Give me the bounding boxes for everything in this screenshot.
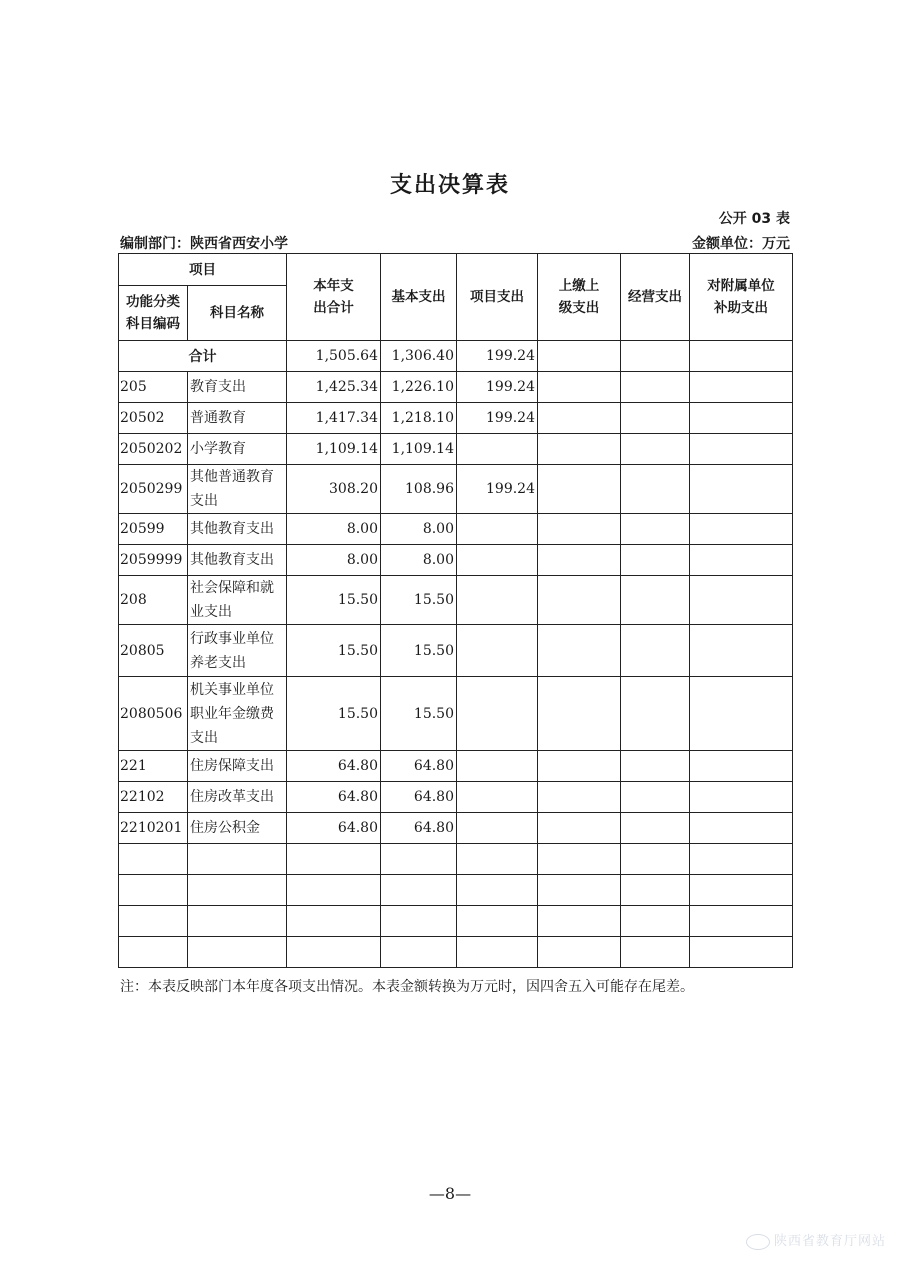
table-row bbox=[119, 545, 793, 576]
upper-cell bbox=[538, 514, 621, 545]
basic-cell: 64.80 bbox=[381, 751, 457, 782]
basic-cell: 8.00 bbox=[381, 514, 457, 545]
name-cell bbox=[188, 937, 287, 968]
name-cell bbox=[188, 844, 287, 875]
table-row bbox=[119, 514, 793, 545]
project-cell: 199.24 bbox=[457, 465, 538, 514]
basic-cell: 15.50 bbox=[381, 576, 457, 625]
code-cell bbox=[119, 906, 188, 937]
total-cell: 1,425.34 bbox=[287, 372, 381, 403]
name-cell bbox=[188, 875, 287, 906]
table-row bbox=[119, 403, 793, 434]
code-cell: 208 bbox=[119, 576, 188, 625]
project-cell bbox=[457, 906, 538, 937]
code-cell: 2050202 bbox=[119, 434, 188, 465]
project-cell: 199.24 bbox=[457, 372, 538, 403]
upper-cell bbox=[538, 545, 621, 576]
subsidy-cell bbox=[690, 751, 793, 782]
upper-cell bbox=[538, 906, 621, 937]
code-cell: 2210201 bbox=[119, 813, 188, 844]
total-cell bbox=[287, 875, 381, 906]
name-cell: 其他教育支出 bbox=[188, 545, 287, 576]
basic-cell: 1,218.10 bbox=[381, 403, 457, 434]
total-cell: 15.50 bbox=[287, 677, 381, 751]
upper-cell bbox=[538, 465, 621, 514]
basic-cell: 1,226.10 bbox=[381, 372, 457, 403]
subsidy-cell bbox=[690, 576, 793, 625]
name-cell: 社会保障和就业支出 bbox=[188, 576, 287, 625]
operating-cell bbox=[621, 677, 690, 751]
upper-cell bbox=[538, 782, 621, 813]
watermark-text: 陕西省教育厅网站 bbox=[773, 1234, 886, 1249]
name-cell: 住房公积金 bbox=[188, 813, 287, 844]
table-row bbox=[119, 465, 793, 514]
project-cell: 199.24 bbox=[457, 341, 538, 372]
subsidy-cell bbox=[690, 434, 793, 465]
header-total: 本年支出合计 bbox=[287, 254, 381, 341]
project-cell bbox=[457, 813, 538, 844]
upper-cell bbox=[538, 751, 621, 782]
basic-cell: 8.00 bbox=[381, 545, 457, 576]
name-cell: 教育支出 bbox=[188, 372, 287, 403]
basic-cell: 64.80 bbox=[381, 782, 457, 813]
upper-cell bbox=[538, 341, 621, 372]
operating-cell bbox=[621, 813, 690, 844]
name-cell bbox=[188, 906, 287, 937]
project-cell bbox=[457, 545, 538, 576]
expenditure-table bbox=[118, 253, 793, 968]
subsidy-cell bbox=[690, 875, 793, 906]
total-cell: 1,505.64 bbox=[287, 341, 381, 372]
name-cell: 住房保障支出 bbox=[188, 751, 287, 782]
name-cell: 住房改革支出 bbox=[188, 782, 287, 813]
basic-cell bbox=[381, 875, 457, 906]
upper-cell bbox=[538, 813, 621, 844]
total-cell: 64.80 bbox=[287, 751, 381, 782]
total-row bbox=[119, 341, 793, 372]
table-row bbox=[119, 844, 793, 875]
code-cell: 205 bbox=[119, 372, 188, 403]
total-cell: 308.20 bbox=[287, 465, 381, 514]
total-cell: 15.50 bbox=[287, 625, 381, 677]
code-cell: 20502 bbox=[119, 403, 188, 434]
basic-cell: 15.50 bbox=[381, 677, 457, 751]
code-cell: 20805 bbox=[119, 625, 188, 677]
project-cell bbox=[457, 625, 538, 677]
basic-cell: 1,109.14 bbox=[381, 434, 457, 465]
table-row bbox=[119, 576, 793, 625]
upper-cell bbox=[538, 625, 621, 677]
table-row bbox=[119, 906, 793, 937]
table-row bbox=[119, 372, 793, 403]
amount-unit-label: 金额单位：万元 bbox=[692, 236, 790, 252]
table-note: 注：本表反映部门本年度各项支出情况。本表金额转换为万元时，因四舍五入可能存在尾差。 bbox=[120, 979, 694, 995]
basic-cell: 15.50 bbox=[381, 625, 457, 677]
operating-cell bbox=[621, 465, 690, 514]
total-cell: 15.50 bbox=[287, 576, 381, 625]
subsidy-cell bbox=[690, 341, 793, 372]
subsidy-cell bbox=[690, 906, 793, 937]
form-number: 公开 03 表 bbox=[718, 211, 790, 227]
subsidy-cell bbox=[690, 844, 793, 875]
header-subsidy: 对附属单位补助支出 bbox=[690, 254, 793, 341]
code-cell: 2059999 bbox=[119, 545, 188, 576]
table-row bbox=[119, 625, 793, 677]
subsidy-cell bbox=[690, 372, 793, 403]
basic-cell: 64.80 bbox=[381, 813, 457, 844]
operating-cell bbox=[621, 906, 690, 937]
code-cell: 22102 bbox=[119, 782, 188, 813]
project-cell bbox=[457, 751, 538, 782]
upper-cell bbox=[538, 403, 621, 434]
watermark-logo-icon bbox=[746, 1234, 770, 1250]
operating-cell bbox=[621, 434, 690, 465]
operating-cell bbox=[621, 937, 690, 968]
upper-cell bbox=[538, 937, 621, 968]
header-project: 项目支出 bbox=[457, 254, 538, 341]
project-cell bbox=[457, 937, 538, 968]
code-cell: 2080506 bbox=[119, 677, 188, 751]
operating-cell bbox=[621, 875, 690, 906]
total-cell: 1,109.14 bbox=[287, 434, 381, 465]
basic-cell bbox=[381, 937, 457, 968]
upper-cell bbox=[538, 434, 621, 465]
header-upper: 上缴上级支出 bbox=[538, 254, 621, 341]
total-cell: 8.00 bbox=[287, 514, 381, 545]
code-cell bbox=[119, 875, 188, 906]
page-title: 支出决算表 bbox=[389, 173, 510, 198]
header-basic: 基本支出 bbox=[381, 254, 457, 341]
subsidy-cell bbox=[690, 403, 793, 434]
subsidy-cell bbox=[690, 545, 793, 576]
total-label: 合计 bbox=[119, 341, 287, 372]
upper-cell bbox=[538, 844, 621, 875]
project-cell bbox=[457, 434, 538, 465]
total-cell: 1,417.34 bbox=[287, 403, 381, 434]
subsidy-cell bbox=[690, 782, 793, 813]
table-row bbox=[119, 875, 793, 906]
upper-cell bbox=[538, 372, 621, 403]
name-cell: 普通教育 bbox=[188, 403, 287, 434]
project-cell: 199.24 bbox=[457, 403, 538, 434]
total-cell: 64.80 bbox=[287, 782, 381, 813]
code-cell: 2050299 bbox=[119, 465, 188, 514]
project-cell bbox=[457, 875, 538, 906]
table-row bbox=[119, 782, 793, 813]
table-row bbox=[119, 813, 793, 844]
code-cell: 20599 bbox=[119, 514, 188, 545]
watermark bbox=[746, 1230, 886, 1250]
upper-cell bbox=[538, 677, 621, 751]
total-cell bbox=[287, 844, 381, 875]
upper-cell bbox=[538, 576, 621, 625]
project-cell bbox=[457, 782, 538, 813]
table-row bbox=[119, 751, 793, 782]
subsidy-cell bbox=[690, 514, 793, 545]
subsidy-cell bbox=[690, 937, 793, 968]
operating-cell bbox=[621, 341, 690, 372]
name-cell: 机关事业单位职业年金缴费支出 bbox=[188, 677, 287, 751]
basic-cell: 1,306.40 bbox=[381, 341, 457, 372]
subsidy-cell bbox=[690, 465, 793, 514]
subsidy-cell bbox=[690, 625, 793, 677]
name-cell: 其他普通教育支出 bbox=[188, 465, 287, 514]
operating-cell bbox=[621, 782, 690, 813]
code-cell bbox=[119, 844, 188, 875]
total-cell bbox=[287, 906, 381, 937]
name-cell: 其他教育支出 bbox=[188, 514, 287, 545]
header-operating: 经营支出 bbox=[621, 254, 690, 341]
name-cell: 小学教育 bbox=[188, 434, 287, 465]
basic-cell: 108.96 bbox=[381, 465, 457, 514]
operating-cell bbox=[621, 403, 690, 434]
table-row bbox=[119, 434, 793, 465]
total-cell: 8.00 bbox=[287, 545, 381, 576]
header-func-code: 功能分类科目编码 bbox=[119, 286, 188, 341]
operating-cell bbox=[621, 844, 690, 875]
operating-cell bbox=[621, 514, 690, 545]
project-cell bbox=[457, 514, 538, 545]
project-cell bbox=[457, 844, 538, 875]
total-cell bbox=[287, 937, 381, 968]
project-cell bbox=[457, 576, 538, 625]
operating-cell bbox=[621, 545, 690, 576]
name-cell: 行政事业单位养老支出 bbox=[188, 625, 287, 677]
code-cell bbox=[119, 937, 188, 968]
code-cell: 221 bbox=[119, 751, 188, 782]
operating-cell bbox=[621, 625, 690, 677]
subsidy-cell bbox=[690, 813, 793, 844]
header-item: 项目 bbox=[119, 254, 287, 286]
page-number: —8— bbox=[428, 1184, 472, 1203]
table-row bbox=[119, 937, 793, 968]
operating-cell bbox=[621, 372, 690, 403]
operating-cell bbox=[621, 576, 690, 625]
table-row bbox=[119, 677, 793, 751]
basic-cell bbox=[381, 906, 457, 937]
subsidy-cell bbox=[690, 677, 793, 751]
operating-cell bbox=[621, 751, 690, 782]
department-label: 编制部门：陕西省西安小学 bbox=[120, 236, 288, 252]
total-cell: 64.80 bbox=[287, 813, 381, 844]
upper-cell bbox=[538, 875, 621, 906]
project-cell bbox=[457, 677, 538, 751]
basic-cell bbox=[381, 844, 457, 875]
header-subject-name: 科目名称 bbox=[188, 286, 287, 341]
